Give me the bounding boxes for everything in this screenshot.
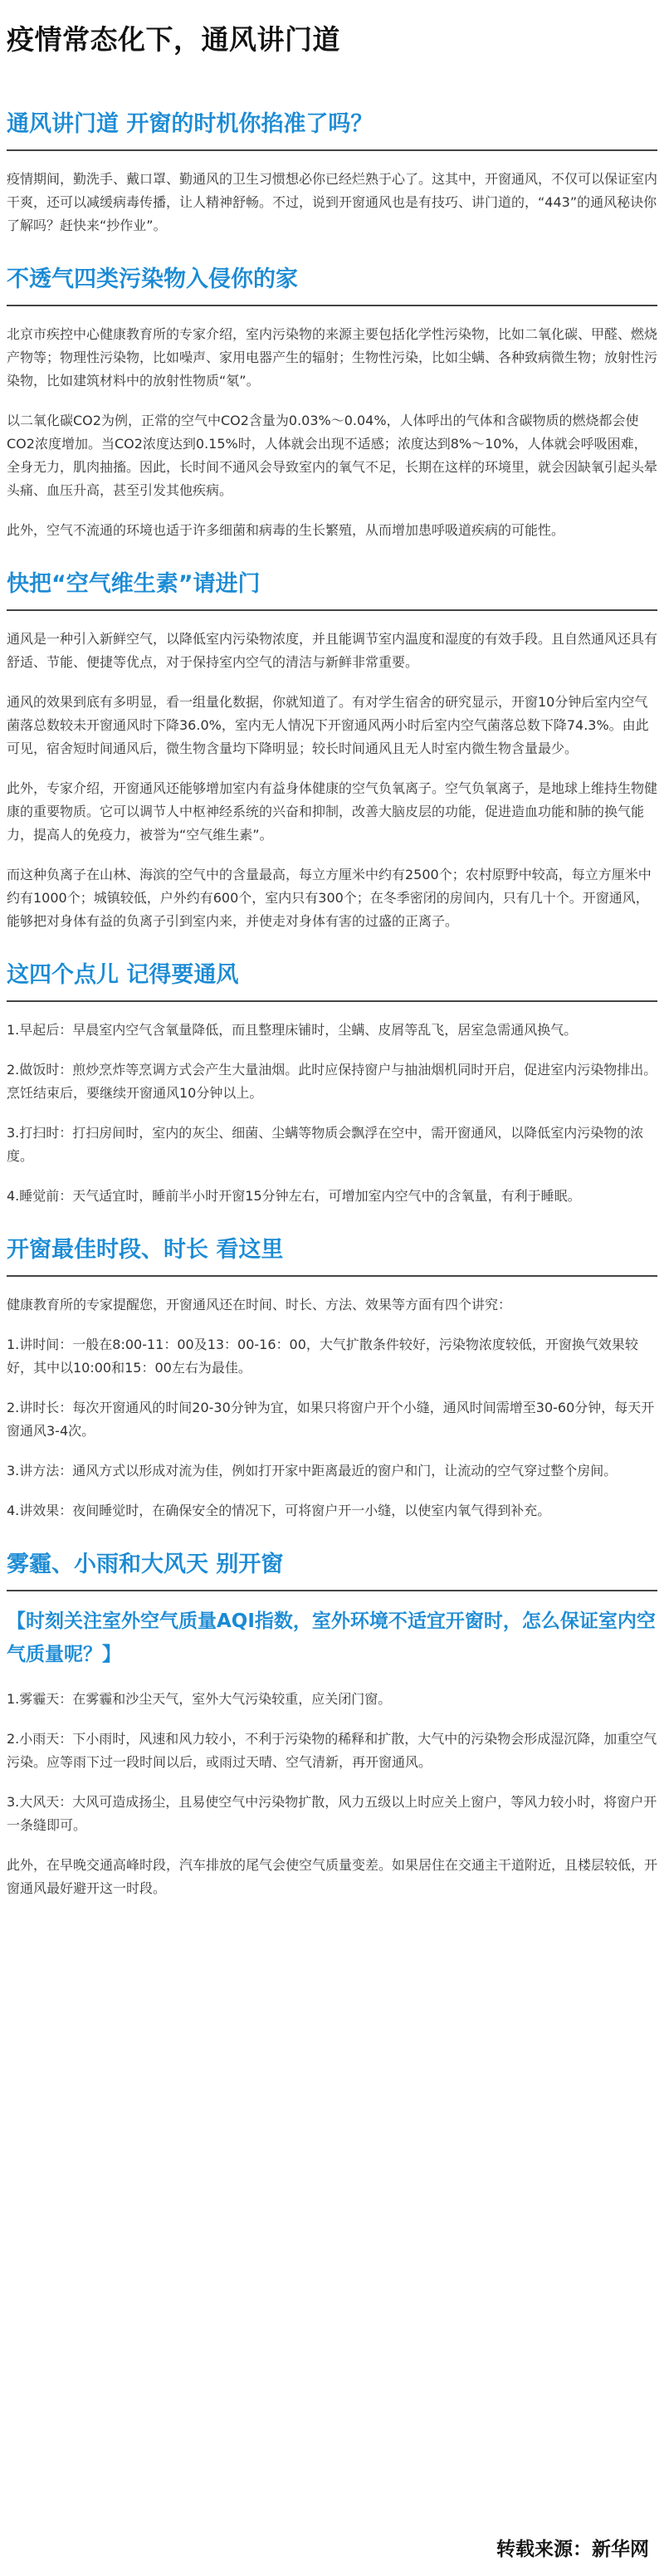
article-section	[7, 956, 657, 1208]
paragraph: 1.雾霾天：在雾霾和沙尘天气，室外大气污染较重，应关闭门窗。	[7, 1691, 392, 1707]
paragraph: 北京市疾控中心健康教育所的专家介绍，室内污染物的来源主要包括化学性污染物，比如二氧化碳、甲醛、燃烧产物等；物理性污染物，比如噪声、家用电器产生的辐射；生物性污染，比如尘螨、各种致病微生物；放射性污染物，比如建筑材料中的放射性物质“氡”。	[7, 326, 658, 389]
paragraph: 疫情期间，勤洗手、戴口罩、勤通风的卫生习惯想必你已经烂熟于心了。这其中，开窗通风，不仅可以保证室内干爽，还可以减缓病毒传播，让人精神舒畅。不过，说到开窗通风也是有技巧、讲门道的，“443”的通风秘诀你了解吗？赶快来“抄作业”。	[7, 171, 658, 233]
paragraph: 4.睡觉前：天气适宜时，睡前半小时开窗15分钟左右，可增加室内空气中的含氧量，有利于睡眠。	[7, 1188, 581, 1204]
paragraph: 3.大风天：大风可造成扬尘，且易使空气中污染物扩散，风力五级以上时应关上窗户，等风力较小时，将窗户开一条缝即可。	[7, 1794, 657, 1833]
section-heading: 通风讲门道 开窗的时机你掐准了吗？	[7, 105, 657, 151]
paragraph: 3.讲方法：通风方式以形成对流为佳，例如打开家中距离最近的窗户和门，让流动的空气穿过整个房间。	[7, 1463, 618, 1479]
article-section	[7, 1231, 657, 1523]
article-section	[7, 261, 657, 542]
paragraph: 1.早起后：早晨室内空气含氧量降低，而且整理床铺时，尘螨、皮屑等乱飞，居室急需通风换气。	[7, 1022, 578, 1038]
paragraph: 2.讲时长：每次开窗通风的时间20-30分钟为宜，如果只将窗户开个小缝，通风时间需增至30-60分钟，每天开窗通风3-4次。	[7, 1400, 655, 1439]
paragraph: 通风的效果到底有多明显，看一组量化数据，你就知道了。有对学生宿舍的研究显示，开窗10分钟后室内空气菌落总数较未开窗通风时下降36.0%，室内无人情况下开窗通风两小时后室内空气菌落总数下降74.3%。由此可见，宿舍短时间通风后，微生物含量均下降明显；较长时间通风且无人时室内微生物含量最少。	[7, 694, 649, 756]
article-body	[7, 105, 657, 1900]
paragraph: 健康教育所的专家提醒您，开窗通风还在时间、时长、方法、效果等方面有四个讲究：	[7, 1297, 512, 1312]
article-section	[7, 1546, 657, 1900]
section-heading: 快把“空气维生素”请进门	[7, 565, 657, 611]
section-heading: 开窗最佳时段、时长 看这里	[7, 1231, 657, 1277]
paragraph: 此外，在早晚交通高峰时段，汽车排放的尾气会使空气质量变差。如果居住在交通主干道附近，且楼层较低，开窗通风最好避开这一时段。	[7, 1857, 658, 1896]
section-callout: 【时刻关注室外空气质量AQI指数，室外环境不适宜开窗时，怎么保证室内空气质量呢？】	[7, 1611, 656, 1665]
paragraph: 此外，空气不流通的环境也适于许多细菌和病毒的生长繁殖，从而增加患呼吸道疾病的可能性。	[7, 522, 565, 538]
section-heading: 不透气四类污染物入侵你的家	[7, 261, 657, 306]
paragraph: 而这种负离子在山林、海滨的空气中的含量最高，每立方厘米中约有2500个；农村原野中较高，每立方厘米中约有1000个；城镇较低，户外约有600个，室内只有300个；在冬季密闭的房间内，只有几十个。开窗通风，能够把对身体有益的负离子引到室内来，并使走对身体有害的过盛的正离子。	[7, 867, 652, 929]
section-heading: 雾霾、小雨和大风天 别开窗	[7, 1546, 657, 1591]
paragraph: 1.讲时间：一般在8:00-11：00及13：00-16：00，大气扩散条件较好，污染物浓度较低，开窗换气效果较好，其中以10:00和15：00左右为最佳。	[7, 1337, 638, 1376]
paragraph: 3.打扫时：打扫房间时，室内的灰尘、细菌、尘螨等物质会飘浮在空中，需开窗通风，以降低室内污染物的浓度。	[7, 1125, 644, 1164]
article-section	[7, 565, 657, 933]
paragraph: 4.讲效果：夜间睡觉时，在确保安全的情况下，可将窗户开一小缝，以使室内氧气得到补充。	[7, 1503, 551, 1518]
paragraph: 以二氧化碳CO2为例，正常的空气中CO2含量为0.03%～0.04%，人体呼出的气体和含碳物质的燃烧都会使CO2浓度增加。当CO2浓度达到0.15%时，人体就会出现不适感；浓度达到8%～10%，人体就会呼吸困难，全身无力，肌肉抽搐。因此，长时间不通风会导致室内的氧气不足，长期在这样的环境里，就会因缺氧引起头晕头痛、血压升高，甚至引发其他疾病。	[7, 413, 658, 498]
paragraph: 2.做饭时：煎炒烹炸等烹调方式会产生大量油烟。此时应保持窗户与抽油烟机同时开启，促进室内污染物排出。烹饪结束后，要继续开窗通风10分钟以上。	[7, 1062, 657, 1101]
source-attribution: 转载来源：新华网	[496, 2539, 649, 2560]
paragraph: 此外，专家介绍，开窗通风还能够增加室内有益身体健康的空气负氧离子。空气负氧离子，是地球上维持生物健康的重要物质。它可以调节人中枢神经系统的兴奋和抑制，改善大脑皮层的功能，促进造血功能和肺的换气能力，提高人的免疫力，被誉为“空气维生素”。	[7, 780, 658, 843]
page-title: 疫情常态化下，通风讲门道	[7, 23, 340, 56]
paragraph: 2.小雨天：下小雨时，风速和风力较小，不利于污染物的稀释和扩散，大气中的污染物会形成湿沉降，加重空气污染。应等雨下过一段时间以后，或雨过天晴、空气清新，再开窗通风。	[7, 1731, 657, 1770]
section-heading: 这四个点儿 记得要通风	[7, 956, 657, 1002]
paragraph: 通风是一种引入新鲜空气，以降低室内污染物浓度，并且能调节室内温度和湿度的有效手段。且自然通风还具有舒适、节能、便捷等优点，对于保持室内空气的清洁与新鲜非常重要。	[7, 631, 658, 670]
article-section	[7, 105, 657, 237]
